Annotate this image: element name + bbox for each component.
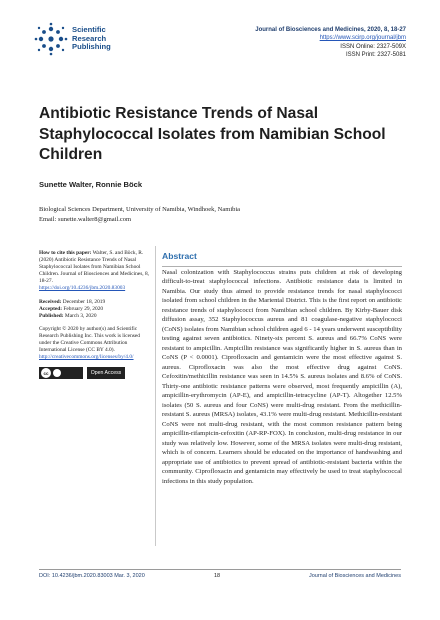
attribution-icon bbox=[53, 369, 61, 377]
doi-link[interactable]: https://doi.org/10.4236/jbm.2020.83003 bbox=[39, 285, 126, 292]
publisher-logo-icon bbox=[34, 22, 68, 56]
footer-doi[interactable]: DOI: 10.4236/jbm.2020.83003 Mar. 3, 2020 bbox=[39, 573, 145, 579]
cc-by-badge[interactable] bbox=[39, 367, 83, 379]
article-sidebar bbox=[39, 250, 152, 379]
journal-info bbox=[255, 26, 406, 59]
page-header bbox=[0, 0, 440, 85]
abstract-text: Nasal colonization with Staphylococcus strains puts children at risk of developing difficult-to-treat staphylococcal infections. Antibiotic resistance data is limited in Namibia. Our study thus aimed to provide resistance trends for nasal staphylococci isolated from school children in the Mariental District. This is the first report on antibiotic resistance trends of staphylococci from Namibian school children. By Kirby-Bauer disk diffusion assay, 352 Staphylococcus aureus and 81 coagulase-negative staphylococci (CoNS) isolates from Namibian school children aged 6 - 14 years underwent susceptibility testing against seven antibiotics. Ninety-six percent S. aureus and 66.7% CoNS were resistant to ampicillin. Ampicillin resistance was significantly higher in S. aureus than in CoNS (P < 0.0001). Ciprofloxacin and gentamicin were the most effective against S. aureus. Ciprofloxacin was also the most effective drug against CoNS. Cefoxitin/methicillin resistance was seen in 14.5% S. aureus isolates and 8.6% of CoNS. Thirty-one antibiotic resistance patterns were observed, most frequently ampicillin (A), ampicillin-erythromycin (AP-E), and ampicillin-tetracycline (AP-T). Altogether 12.5% isolates (50 S. aureus and four CoNS) were multi-drug resistant. From the methicillin-resistant S. aureus (MRSA) isolates, 43.1% were multi-drug resistant. Methicillin-resistant CoNS were not multi-drug resistant, with the most common resistance pattern being ampicillin-rifampicin-cefoxitin (AP-RP-FOX). In conclusion, multi-drug resistance in our study was relatively low. However, some of the MRSA isolates were multi-drug resistant, which is of concern. Learners should be educated on the importance of handwashing and appropriate use of antibiotics to prevent spread of antibiotic-resistant bacteria within the community. Ciprofloxacin and gentamicin may effectively be used to treat staphylococcal infections in this study population. bbox=[162, 269, 402, 485]
page-footer bbox=[39, 569, 401, 579]
article-authors: Sunette Walter, Ronnie Böck bbox=[39, 180, 143, 189]
citation: How to cite this paper: Walter, S. and Böck, R. (2020) Antibiotic Resistance Trends of Nasal Staphylococcal Isolates from Namibian School Children. Journal of Biosciences and Medicines, 8, 18-27. https://doi.org/10.4236/jbm.2020.83003 bbox=[39, 250, 150, 292]
publisher-logo[interactable] bbox=[34, 22, 111, 56]
issn-online: ISSN Online: 2327-509X bbox=[340, 43, 406, 50]
affiliation: Biological Sciences Department, University of Namibia, Windhoek, Namibia bbox=[39, 206, 241, 213]
license-link[interactable]: http://creativecommons.org/licenses/by/4.0/ bbox=[39, 354, 134, 361]
abstract-heading: Abstract bbox=[162, 246, 402, 267]
author-affiliation-block bbox=[39, 205, 379, 224]
open-access-badge[interactable]: Open Access bbox=[87, 367, 125, 379]
footer-journal-name: Journal of Biosciences and Medicines bbox=[308, 573, 401, 579]
article-title: Antibiotic Resistance Trends of Nasal Staphylococcal Isolates from Namibian School Children bbox=[39, 105, 386, 163]
author-email[interactable]: Email: sunette.walter8@gmail.com bbox=[39, 215, 132, 223]
page-number: 18 bbox=[214, 573, 221, 579]
issn-print: ISSN Print: 2327-5081 bbox=[345, 51, 406, 58]
column-divider bbox=[155, 246, 156, 546]
journal-reference: Journal of Biosciences and Medicines, 2020, 8, 18-27 bbox=[255, 27, 406, 33]
license-badges bbox=[39, 367, 152, 379]
journal-url-link[interactable]: https://www.scirp.org/journal/jbm bbox=[319, 35, 406, 42]
dates: Received: December 18, 2019 Accepted: February 29, 2020 Published: March 3, 2020 bbox=[39, 298, 106, 319]
creative-commons-icon: cc bbox=[41, 368, 51, 378]
publisher-logo-text: Scientific Research Publishing bbox=[72, 25, 111, 52]
copyright-notice: Copyright © 2020 by author(s) and Scientific Research Publishing Inc. This work is licensed under the Creative Commons Attribution International License (CC BY 4.0). http://creativecommons.org/licenses/by/4.0/ bbox=[39, 325, 140, 361]
